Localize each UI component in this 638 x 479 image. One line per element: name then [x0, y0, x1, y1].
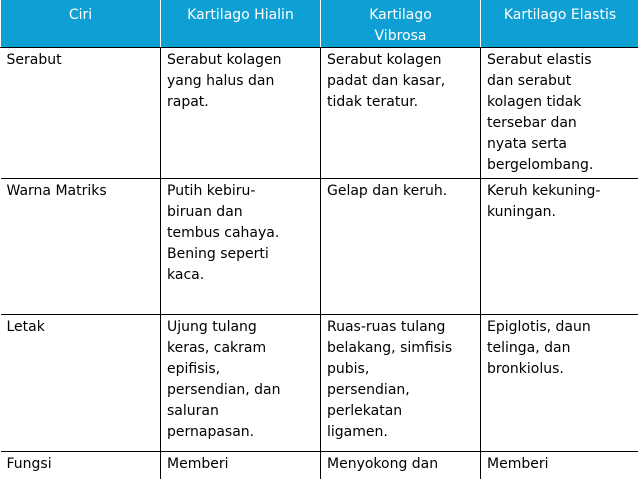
cell-fungsi-hialin: Memberi	[161, 452, 321, 479]
cell-warna-elastis: Keruh kekuning- kuningan.	[481, 179, 638, 315]
cell-letak-hialin: Ujung tulang keras, cakram epifisis, persendian, dan saluran pernapasan.	[161, 315, 321, 452]
cell-letak-elastis: Epiglotis, daun telinga, dan bronkiolus.	[481, 315, 638, 452]
row-label-letak: Letak	[1, 315, 161, 452]
cell-warna-hialin: Putih kebiru- biruan dan tembus cahaya. Bening seperti kaca.	[161, 179, 321, 315]
cell-warna-vibrosa: Gelap dan keruh.	[321, 179, 481, 315]
header-ciri: Ciri	[1, 0, 161, 48]
cell-serabut-vibrosa: Serabut kolagen padat dan kasar, tidak teratur.	[321, 48, 481, 179]
table-row-letak	[1, 315, 638, 452]
row-label-warna-matriks: Warna Matriks	[1, 179, 161, 315]
header-kartilago-hialin: Kartilago Hialin	[161, 0, 321, 48]
header-kartilago-elastis: Kartilago Elastis	[481, 0, 638, 48]
cell-letak-vibrosa: Ruas-ruas tulang belakang, simfisis pubis, persendian, perlekatan ligamen.	[321, 315, 481, 452]
row-label-fungsi: Fungsi	[1, 452, 161, 479]
table-row-warna-matriks	[1, 179, 638, 315]
row-label-serabut: Serabut	[1, 48, 161, 179]
cell-fungsi-elastis: Memberi	[481, 452, 638, 479]
cell-fungsi-vibrosa: Menyokong dan	[321, 452, 481, 479]
header-row	[1, 0, 638, 48]
header-kartilago-vibrosa: Kartilago Vibrosa	[321, 0, 481, 48]
table-row-serabut	[1, 48, 638, 179]
cell-serabut-hialin: Serabut kolagen yang halus dan rapat.	[161, 48, 321, 179]
cell-serabut-elastis: Serabut elastis dan serabut kolagen tidak tersebar dan nyata serta bergelombang.	[481, 48, 638, 179]
table-row-fungsi	[1, 452, 638, 479]
